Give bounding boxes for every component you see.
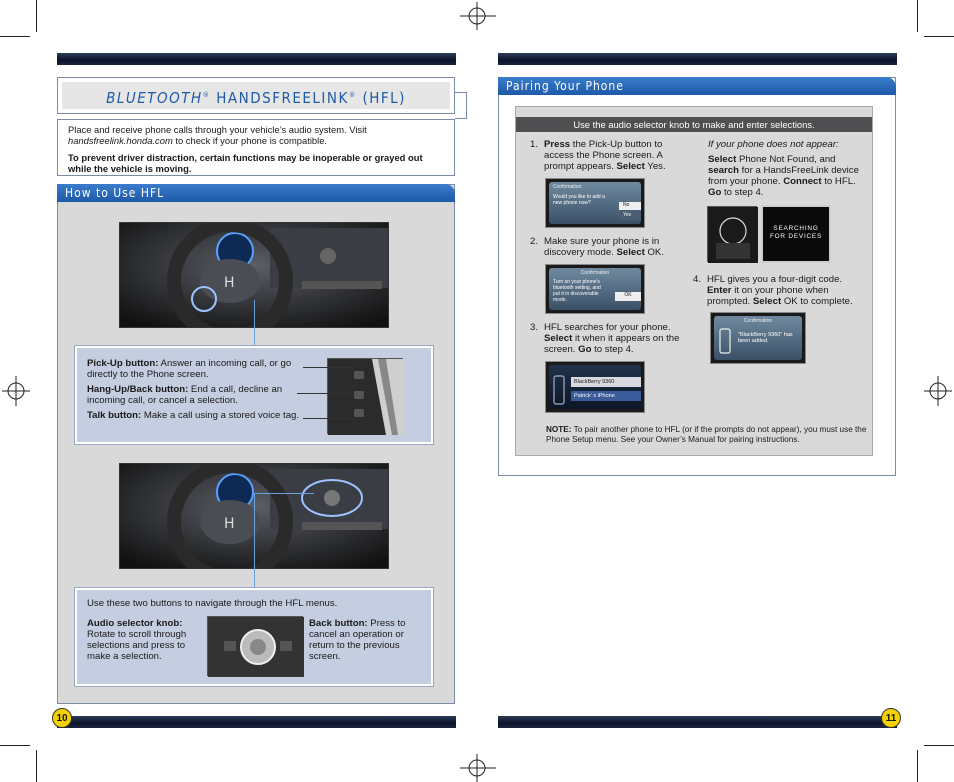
no-option[interactable]: No xyxy=(619,202,641,210)
phone-photo xyxy=(707,206,757,262)
ok-option[interactable]: OK xyxy=(615,292,641,301)
hang-up-description: Hang-Up/Back button: End a call, decline an incoming call, or cancel a selection. xyxy=(87,384,283,406)
step-4: 4. HFL gives you a four-digit code. Enter it on your phone when prompted. Select OK to complete. xyxy=(693,274,853,307)
instruction-banner: Use the audio selector knob to make and enter selections. xyxy=(516,117,872,132)
page-number-right: 11 xyxy=(881,708,901,728)
svg-text:H: H xyxy=(224,516,235,532)
emphasis-text: Select xyxy=(708,154,737,165)
phone-icon xyxy=(553,375,565,405)
intro-text: Place and receive phone calls through your vehicle’s audio system. Visit handsfreelink.honda.com to check if your phone is compatible. xyxy=(68,124,367,146)
body-text: Phone Not Found, and xyxy=(736,154,836,165)
page-number-left: 10 xyxy=(52,708,72,728)
emphasis-text: Select xyxy=(616,161,645,172)
phone-not-found-instructions xyxy=(708,139,868,198)
talk-button-icon xyxy=(354,409,364,417)
screen-device-list xyxy=(545,361,645,413)
body-text: Yes. xyxy=(644,161,666,172)
page-title: BLUETOOTH® HANDSFREELINK® (HFL) xyxy=(62,82,450,109)
registration-mark-icon xyxy=(460,754,496,782)
body-text: HFL gives you a four-digit code. xyxy=(707,274,843,285)
hang-up-button-icon xyxy=(354,391,364,399)
emphasis-text: Select xyxy=(616,247,645,258)
emphasis-text: Enter xyxy=(707,285,732,296)
emphasis-text: Select xyxy=(544,333,573,344)
driver-distraction-warning: To prevent driver distraction, certain functions may be inoperable or grayed out while the vehicle is moving. xyxy=(68,152,423,174)
crop-mark xyxy=(0,36,30,37)
body-text: OK. xyxy=(644,247,664,258)
compatibility-link[interactable]: handsfreelink.honda.com xyxy=(68,135,173,146)
screen-confirmation-added: Confirmation "BlackBerry 9360" has been added. xyxy=(710,312,806,364)
navigation-intro: Use these two buttons to navigate through the HFL menus. xyxy=(87,598,338,609)
pick-up-description: Pick-Up button: Answer an incoming call, or go directly to the Phone screen. xyxy=(87,358,292,380)
phone-not-found-heading: If your phone does not appear: xyxy=(708,139,839,150)
pick-up-button-icon xyxy=(354,371,364,379)
device-list-item[interactable]: BlackBerry 9360 xyxy=(571,377,641,387)
body-text: to HFL. xyxy=(821,176,856,187)
talk-description: Talk button: Make a call using a stored voice tag. xyxy=(87,410,300,421)
leader-line xyxy=(303,367,353,368)
crop-mark xyxy=(924,36,954,37)
audio-knob-description: Audio selector knob: Rotate to scroll through selections and press to make a selection. xyxy=(87,618,187,662)
section-heading-how-to: How to Use HFL xyxy=(57,184,455,202)
body-text: it when it appears on the screen. xyxy=(544,333,680,355)
body-text: HFL searches for your phone. xyxy=(544,322,671,333)
crop-mark xyxy=(924,745,954,746)
registration-mark-icon xyxy=(460,2,496,30)
emphasis-text: Go xyxy=(708,187,722,198)
intro-box xyxy=(57,119,455,176)
callout-steering-buttons xyxy=(75,346,433,444)
crop-mark xyxy=(0,745,30,746)
callout-audio-knob xyxy=(75,588,433,686)
section-heading-pairing: Pairing Your Phone xyxy=(498,77,896,95)
bottom-bar-left xyxy=(57,716,456,728)
bottom-bar-right xyxy=(498,716,897,728)
phone-searching-screen: SEARCHING FOR DEVICES xyxy=(761,205,831,263)
audio-knob-photo xyxy=(207,616,303,676)
back-button-icon xyxy=(280,641,292,651)
step-2: 2. Make sure your phone is in discovery mode. Select OK. xyxy=(530,236,664,258)
top-bar-left xyxy=(57,53,456,65)
body-text: it on your phone when prompted. xyxy=(707,285,829,307)
pairing-note: NOTE: To pair another phone to HFL (or if the prompts do not appear), you must use the Phone Setup menu. See your Owner’s Manual for pairing instructions. xyxy=(546,425,867,444)
leader-line xyxy=(254,300,255,347)
body-text: to step 4. xyxy=(591,344,634,355)
back-button-description: Back button: Press to cancel an operation or return to the previous screen. xyxy=(309,618,406,662)
emphasis-text: Connect xyxy=(783,176,822,187)
body-text: OK to complete. xyxy=(781,296,853,307)
emphasis-text: Press xyxy=(544,139,571,150)
crop-mark xyxy=(917,0,918,32)
leader-line xyxy=(303,418,353,419)
emphasis-text: Go xyxy=(578,344,592,355)
leader-line xyxy=(254,493,255,589)
emphasis-text: Select xyxy=(752,296,782,307)
body-text: the Pick-Up button to access the Phone screen. A prompt appears. xyxy=(544,139,663,172)
body-text: for a HandsFreeLink device from your phone. xyxy=(708,165,859,187)
registration-mark-icon xyxy=(2,376,30,406)
top-bar-right xyxy=(498,53,897,65)
emphasis-text: search xyxy=(708,165,739,176)
steering-button-photo xyxy=(327,358,403,434)
leader-line xyxy=(254,493,314,494)
registration-mark-icon xyxy=(924,376,952,406)
body-text: Make sure your phone is in discovery mode. xyxy=(544,236,660,258)
screen-confirmation-discovery: Confirmation Turn on your phone's bluetooth setting, and put it in discoverable mode. OK xyxy=(545,264,645,314)
title-bracket xyxy=(455,92,467,119)
svg-text:H: H xyxy=(224,275,235,291)
crop-mark xyxy=(36,750,37,782)
screen-confirmation-add-phone: Confirmation Would you like to add a new phone now? No Yes xyxy=(545,178,645,228)
phone-icon xyxy=(719,328,731,354)
crop-mark xyxy=(917,750,918,782)
device-list-item[interactable]: Patrick' s iPhone xyxy=(571,391,641,401)
steering-button-descriptions xyxy=(87,358,305,421)
body-text: to step 4. xyxy=(721,187,764,198)
leader-line xyxy=(297,393,353,394)
title-frame xyxy=(57,77,455,114)
step-1: 1. Press the Pick-Up button to access the Phone screen. A prompt appears. Select Yes. xyxy=(530,139,666,172)
step-3: 3. HFL searches for your phone. Select it when it appears on the screen. Go to step 4. xyxy=(530,322,680,355)
yes-option[interactable]: Yes xyxy=(619,212,641,220)
crop-mark xyxy=(36,0,37,32)
